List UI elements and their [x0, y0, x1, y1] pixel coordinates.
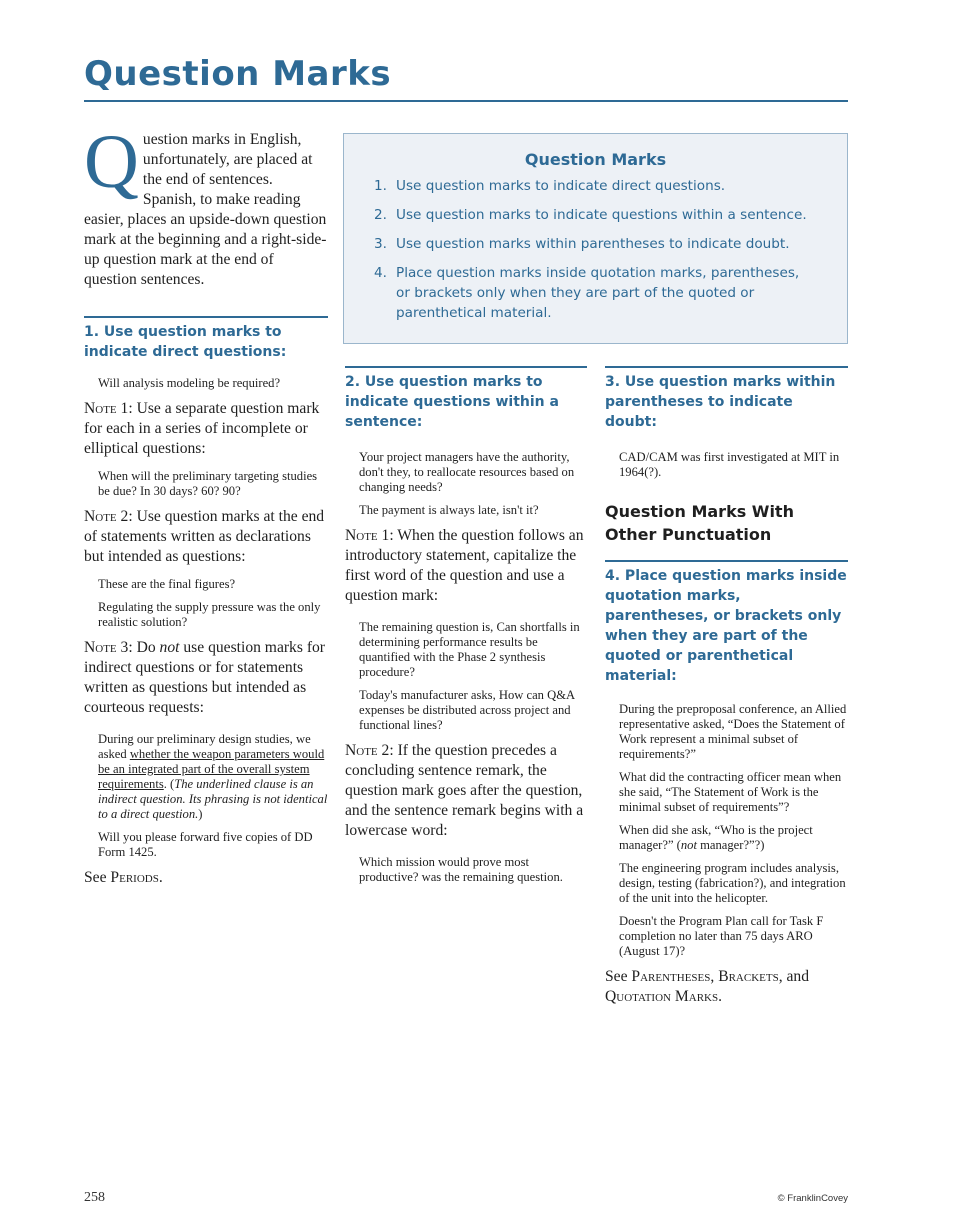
example-text: manager?”?) — [696, 838, 765, 852]
note-text: 1: When the question follows an introductory statement, capitalize the first word of the question and use a question mark: — [345, 527, 584, 604]
example: Your project managers have the authority, don't they, to reallocate resources based on changing needs? — [359, 450, 575, 494]
example: Will you please forward five copies of DD Form 1425. — [98, 830, 313, 859]
intro-text: uestion marks in English, unfortunately, are placed at the end of sentences. Spanish, to make reading easier, places an upside-down question mark at the beginning and a right-side-up question mark at the end of question sentences. — [84, 131, 327, 288]
example: What did the contracting officer mean when she said, “The Statement of Work is the minimal subset of requirements”? — [619, 770, 842, 814]
rule-text: Use question marks within parentheses to indicate doubt. — [396, 236, 790, 252]
note-text: 2: If the question precedes a concluding sentence remark, the question mark goes after the question, and the sentence remark begins with a lowercase word: — [345, 742, 584, 839]
rules-list-item — [374, 234, 814, 254]
rule-number: 3. — [374, 236, 387, 252]
example: During the preproposal conference, an Allied representative asked, “Does the Statement of Work represent a minimal subset of requirements?” — [619, 702, 847, 761]
note-label: Note — [84, 400, 117, 417]
see-label: See — [84, 869, 111, 886]
rules-list-item — [374, 176, 814, 196]
rules-list-item — [374, 263, 814, 323]
note — [84, 507, 328, 567]
rule-number: 2. — [374, 207, 387, 223]
note-text: 2: Use question marks at the end of statements written as declarations but intended as questions: — [84, 508, 325, 565]
note — [84, 399, 328, 459]
note-text: 1: Use a separate question mark for each in a series of incomplete or elliptical questions: — [84, 400, 320, 457]
see-reference: Parentheses — [631, 968, 711, 985]
see-separator: , and — [778, 968, 810, 985]
see-reference: Periods — [110, 869, 159, 886]
subsection-title: Question Marks With Other Punctuation — [605, 502, 794, 544]
page-title: Question Marks — [84, 54, 392, 94]
title-rule — [84, 100, 848, 102]
rule-3-heading: 3. Use question marks within parentheses to indicate doubt: — [605, 366, 848, 432]
note-text: 3: Do — [116, 639, 160, 656]
rule-number: 4. — [374, 265, 387, 281]
example: Which mission would prove most productive? was the remaining question. — [359, 855, 563, 884]
rule-2-heading: 2. Use question marks to indicate questions within a sentence: — [345, 366, 587, 432]
note-label: Note — [345, 742, 378, 759]
example: When will the preliminary targeting studies be due? In 30 days? 60? 90? — [98, 469, 318, 498]
example: Doesn't the Program Plan call for Task F completion no later than 75 days ARO (August 17)? — [619, 914, 824, 958]
example-text: . ( — [163, 777, 175, 791]
note-label: Note — [345, 527, 378, 544]
intro-paragraph — [84, 120, 328, 290]
column-3 — [605, 366, 848, 1017]
rule-text: Place question marks inside quotation marks, parentheses, or brackets only when they are part of the quoted or parenthetical material. — [396, 265, 800, 321]
example-italic: not — [680, 838, 697, 852]
example-italic: The underlined clause is an indirect question. Its phrasing is not identical to a direct question. — [98, 777, 328, 821]
rules-list-item — [374, 205, 814, 225]
note-label: Note — [84, 639, 117, 656]
see-also — [84, 868, 328, 888]
rule-text: Use question marks to indicate questions within a sentence. — [396, 207, 807, 223]
example-text: When did she ask, “Who is the project manager?” ( — [619, 823, 813, 852]
column-2 — [345, 366, 587, 893]
note — [84, 638, 328, 718]
page-number: 258 — [84, 1190, 105, 1205]
see-end: . — [158, 869, 163, 886]
see-reference: Quotation Marks — [605, 988, 719, 1005]
rule-text: Use question marks to indicate direct questions. — [396, 178, 726, 194]
column-1 — [84, 120, 328, 898]
example: Today's manufacturer asks, How can Q&A expenses be distributed across project and functional lines? — [359, 688, 575, 732]
rule-number: 1. — [374, 178, 387, 194]
example: Will analysis modeling be required? — [98, 376, 281, 390]
rules-list — [374, 176, 847, 323]
rules-summary-box — [343, 133, 848, 344]
example — [98, 732, 328, 822]
see-label: See — [605, 968, 632, 985]
example: CAD/CAM was first investigated at MIT in 1964(?). — [619, 450, 840, 479]
see-separator: , — [710, 968, 719, 985]
example: The remaining question is, Can shortfalls in determining performance results be quantified with the Phase 2 synthesis procedure? — [359, 620, 580, 679]
note-label: Note — [84, 508, 117, 525]
underlined-clause: whether the weapon parameters would be an integrated part of the overall system requirements — [98, 747, 325, 791]
example-text: ) — [198, 807, 203, 821]
see-end: . — [718, 988, 722, 1005]
example: The payment is always late, isn't it? — [359, 503, 539, 517]
see-reference: Brackets — [718, 968, 779, 985]
rule-1-heading: 1. Use question marks to indicate direct questions: — [84, 316, 328, 362]
rule-4-heading: 4. Place question marks inside quotation marks, parentheses, or brackets only when they are part of the quoted or parenthetical material: — [605, 560, 848, 686]
see-also — [605, 967, 848, 1007]
box-title: Question Marks — [524, 150, 667, 169]
example-text: During our preliminary design studies, we asked — [98, 732, 311, 761]
drop-cap: Q — [84, 120, 139, 204]
note-emphasis: not — [159, 639, 180, 656]
example: These are the final figures? — [98, 577, 236, 591]
example — [619, 823, 848, 853]
note — [345, 741, 587, 841]
note-text: use question marks for indirect questions or for statements written as questions but intended as courteous requests: — [84, 639, 325, 716]
note — [345, 526, 587, 606]
example: Regulating the supply pressure was the only realistic solution? — [98, 600, 321, 629]
copyright: © FranklinCovey — [777, 1193, 848, 1204]
example: The engineering program includes analysis, design, testing (fabrication?), and integration of the unit into the helicopter. — [619, 861, 846, 905]
